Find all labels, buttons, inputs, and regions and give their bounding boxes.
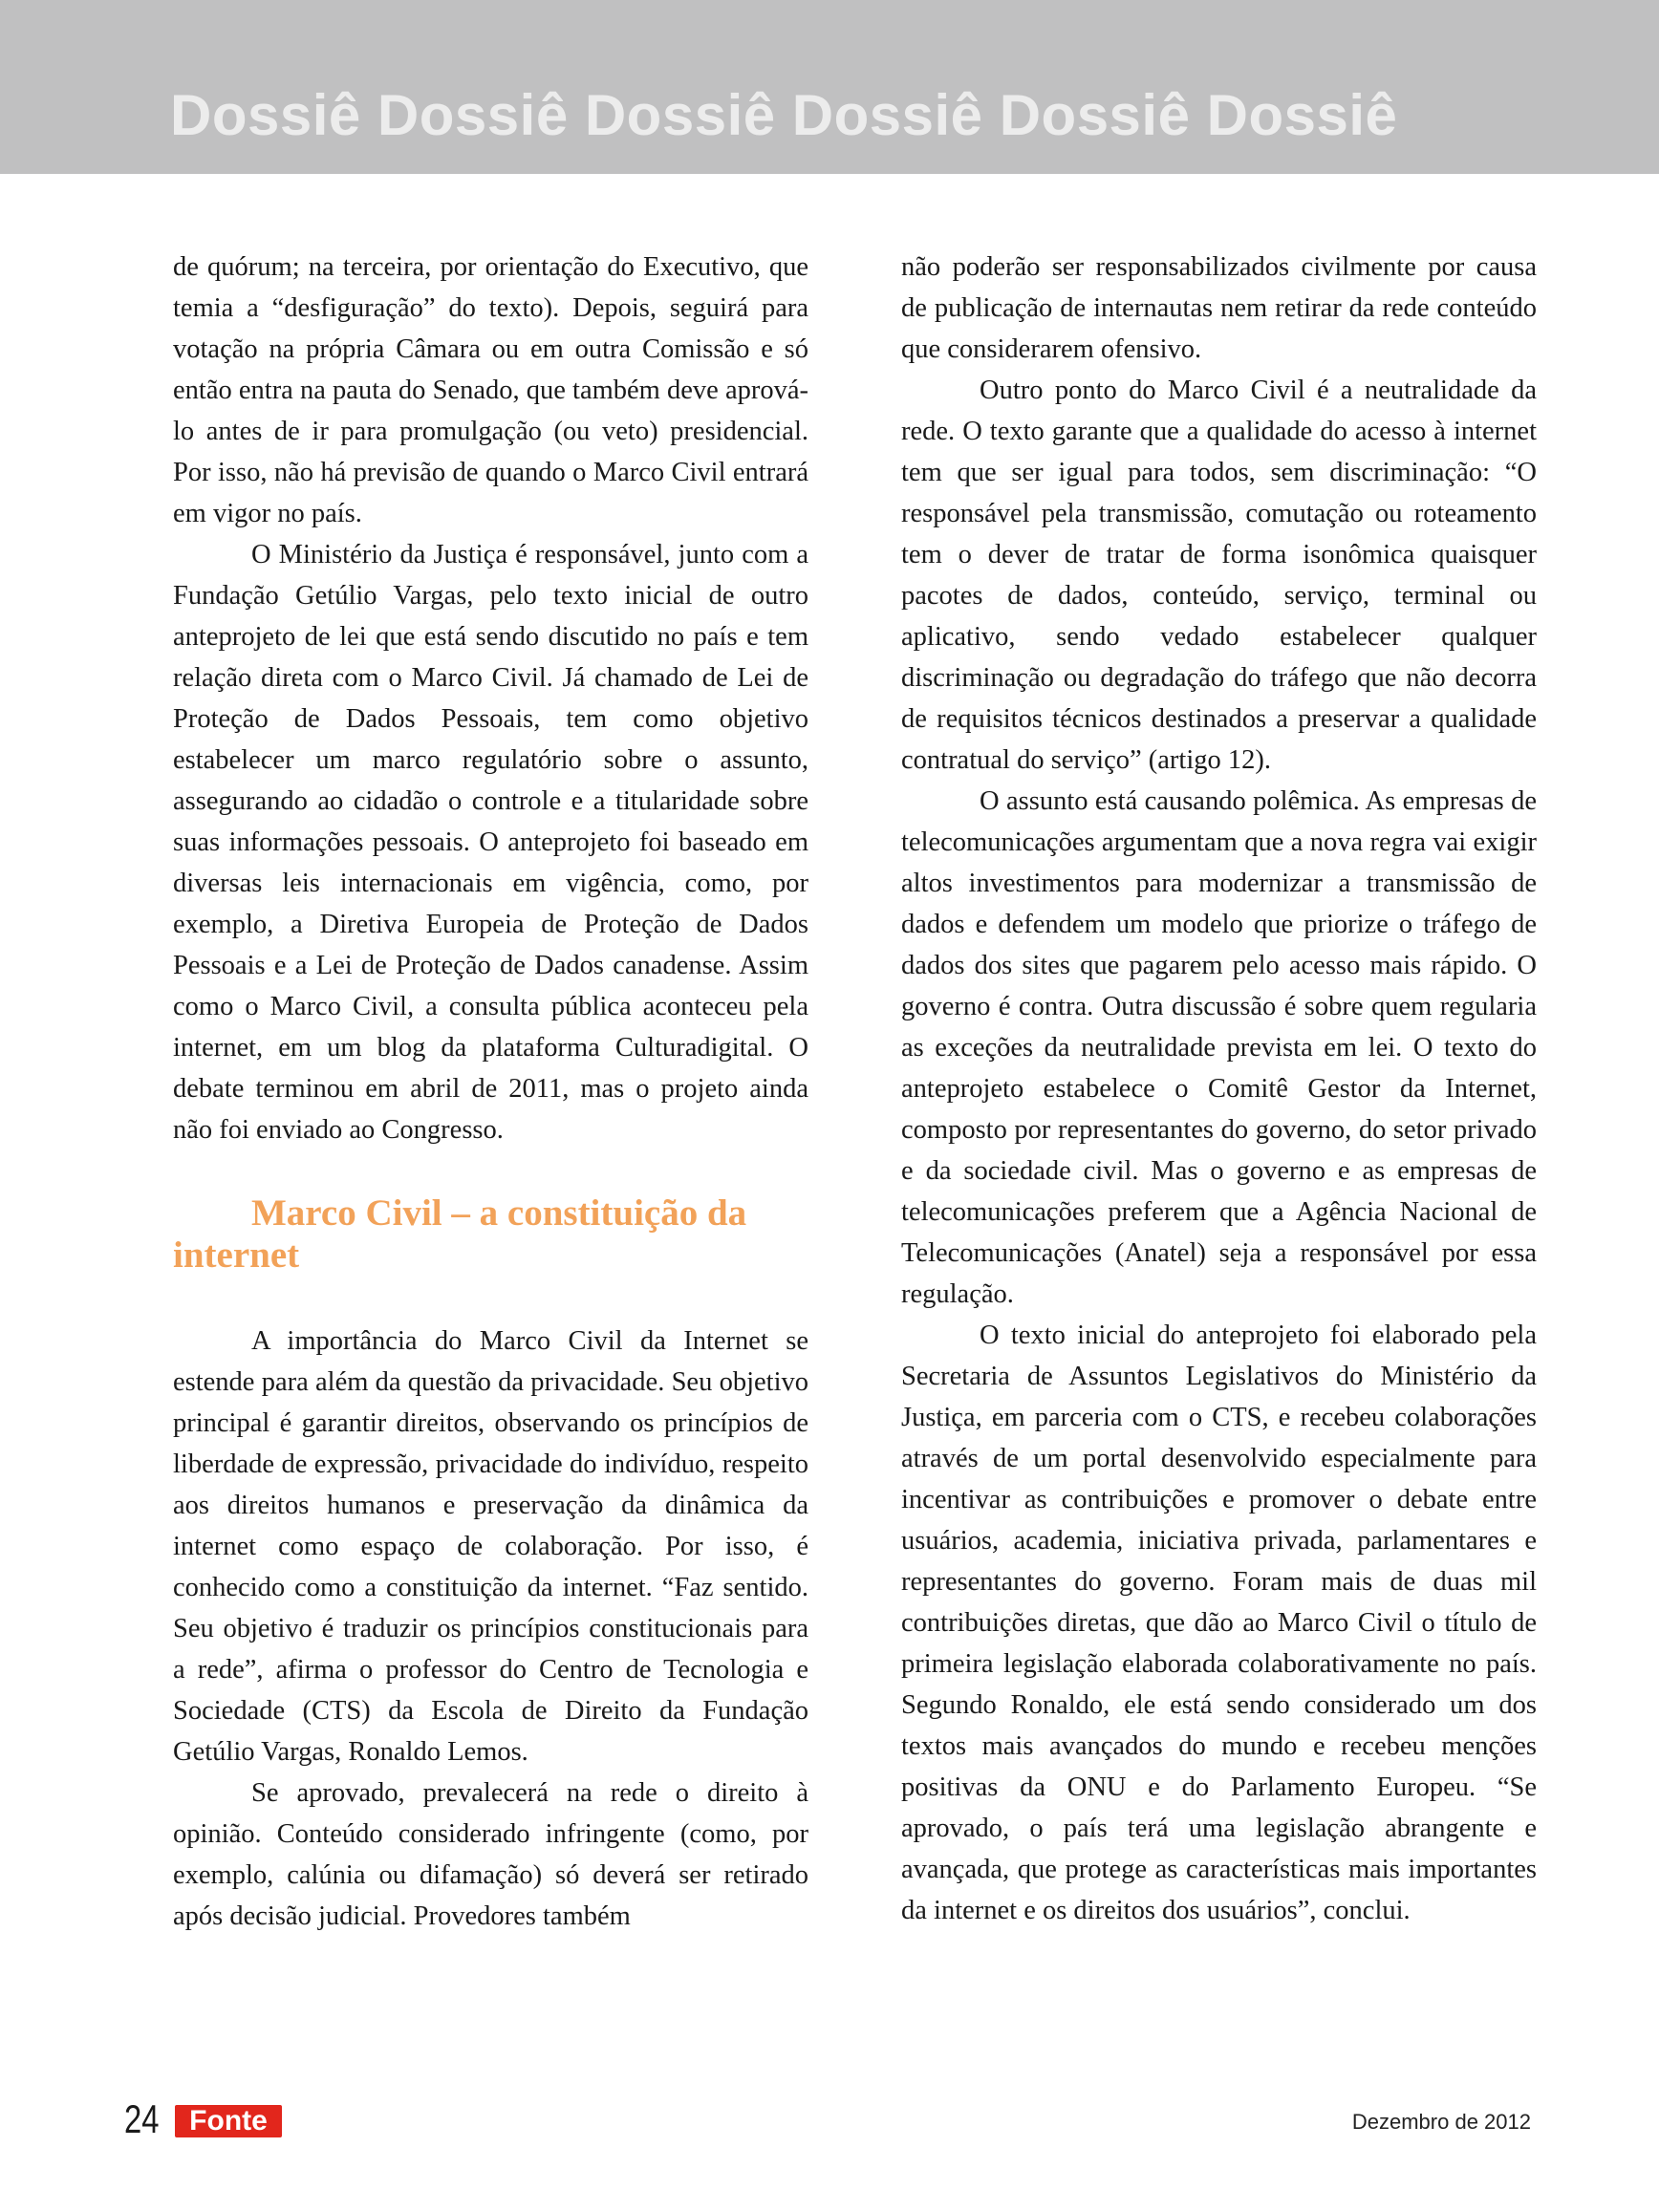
paragraph: não poderão ser responsabilizados civilmente por causa de publicação de internautas nem retirar da rede conteúdo que considerarem ofensivo. (901, 252, 1537, 364)
left-column (173, 247, 808, 1937)
magazine-logo: Fonte (175, 2105, 282, 2137)
section-heading-line: internet (173, 1235, 300, 1276)
header-band (0, 0, 1659, 174)
paragraph: O texto inicial do anteprojeto foi elaborado pela Secretaria de Assuntos Legislativos do Ministério da Justiça, em parceria com o CTS, e recebeu colaborações através de um portal desenvolvido especialmente para incentivar as contribuições e promover o debate entre usuários, academia, iniciativa privada, parlamentares e representantes do governo. Foram mais de duas mil contribuições diretas, que dão ao Marco Civil o título de primeira legislação elaborada colaborativamente no país. Segundo Ronaldo, ele está sendo considerado um dos textos mais avançados do mundo e recebeu menções positivas da ONU e do Parlamento Europeu. “Se aprovado, o país terá uma legislação abrangente e avançada, que protege as características mais importantes da internet e os direitos dos usuários”, conclui. (901, 1321, 1537, 1925)
running-title: Dossiê Dossiê Dossiê Dossiê Dossiê Dossiê (170, 83, 1398, 147)
issue-date: Dezembro de 2012 (1351, 2110, 1531, 2134)
paragraph: A importância do Marco Civil da Internet se estende para além da questão da privacidade. Seu objetivo principal é garantir direitos, observando os princípios de liberdade de expressão, privacidade do indivíduo, respeito aos direitos humanos e preservação da dinâmica da internet como espaço de colaboração. Por isso, é conhecido como a constituição da internet. “Faz sentido. Seu objetivo é traduzir os princípios constitucionais para a rede”, afirma o professor do Centro de Tecnologia e Sociedade (CTS) da Escola de Direito da Fundação Getúlio Vargas, Ronaldo Lemos. (173, 1326, 808, 1767)
paragraph: Se aprovado, prevalecerá na rede o direito à opinião. Conteúdo considerado infringente (como, por exemplo, calúnia ou difamação) só deverá ser retirado após decisão judicial. Provedores também (173, 1778, 808, 1931)
paragraph: O Ministério da Justiça é responsável, junto com a Fundação Getúlio Vargas, pelo texto inicial de outro anteprojeto de lei que está sendo discutido no país e tem relação direta com o Marco Civil. Já chamado de Lei de Proteção de Dados Pessoais, tem como objetivo estabelecer um marco regulatório sobre o assunto, assegurando ao cidadão o controle e a titularidade sobre suas informações pessoais. O anteprojeto foi baseado em diversas leis internacionais em vigência, como, por exemplo, a Diretiva Europeia de Proteção de Dados Pessoais e a Lei de Proteção de Dados canadense. Assim como o Marco Civil, a consulta pública aconteceu pela internet, em um blog da plataforma Culturadigital. O debate terminou em abril de 2011, mas o projeto ainda não foi enviado ao Congresso. (173, 540, 808, 1145)
paragraph: O assunto está causando polêmica. As empresas de telecomunicações argumentam que a nova regra vai exigir altos investimentos para modernizar a transmissão de dados e defendem um modelo que priorize o tráfego de dados dos sites que pagarem pelo acesso mais rápido. O governo é contra. Outra discussão é sobre quem regularia as exceções da neutralidade prevista em lei. O texto do anteprojeto estabelece o Comitê Gestor da Internet, composto por representantes do governo, do setor privado e da sociedade civil. Mas o governo e as empresas de telecomunicações preferem que a Agência Nacional de Telecomunicações (Anatel) seja a responsável por essa regulação. (901, 786, 1537, 1309)
page-number: 24 (124, 2096, 160, 2141)
paragraph: Outro ponto do Marco Civil é a neutralidade da rede. O texto garante que a qualidade do acesso à internet tem que ser igual para todos, sem discriminação: “O responsável pela transmissão, comutação ou roteamento tem o dever de tratar de forma isonômica quaisquer pacotes de dados, conteúdo, serviço, terminal ou aplicativo, sendo vedado estabelecer qualquer discriminação ou degradação do tráfego que não decorra de requisitos técnicos destinados a preservar a qualidade contratual do serviço” (artigo 12). (901, 376, 1537, 775)
right-column (901, 247, 1537, 1931)
section-heading (173, 1192, 808, 1277)
paragraph: de quórum; na terceira, por orientação do Executivo, que temia a “desfiguração” do texto). Depois, seguirá para votação na própria Câmara ou em outra Comissão e só então entra na pauta do Senado, que também deve aprová-lo antes de ir para promulgação (ou veto) presidencial. Por isso, não há previsão de quando o Marco Civil entrará em vigor no país. (173, 252, 808, 528)
section-heading-line: Marco Civil – a constituição da (251, 1192, 747, 1234)
